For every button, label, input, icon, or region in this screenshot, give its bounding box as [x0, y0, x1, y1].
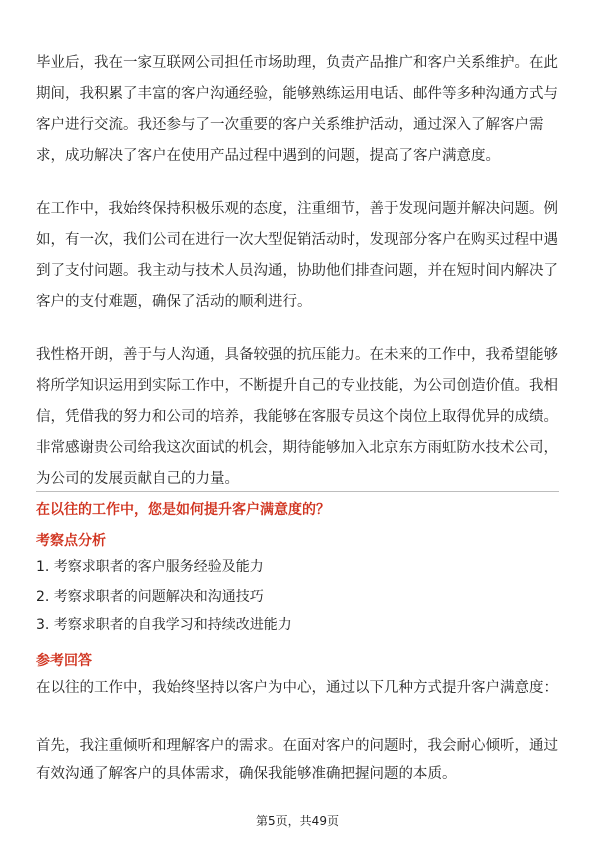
- analysis-point: 1. 考察求职者的客户服务经验及能力: [36, 559, 264, 575]
- answer-paragraph-1: 在以往的工作中，我始终坚持以客户为中心，通过以下几种方式提升客户满意度：: [36, 680, 558, 696]
- question-title: 在以往的工作中，您是如何提升客户满意度的？: [36, 502, 330, 518]
- analysis-point: 2. 考察求职者的问题解决和沟通技巧: [36, 589, 264, 605]
- section-divider: [36, 491, 559, 492]
- answer-heading: 参考回答: [36, 653, 92, 669]
- body-paragraph-1: 毕业后，我在一家互联网公司担任市场助理，负责产品推广和客户关系维护。在此期间，我积累了丰富的客户沟通经验，能够熟练运用电话、邮件等多种沟通方式与客户进行交流。我还参与了一次重要的客户关系维护活动，通过深入了解客户需求，成功解决了客户在使用产品过程中遇到的问题，提高了客户满意度。: [36, 55, 558, 164]
- page-number: 第5页，共49页: [256, 814, 339, 828]
- body-paragraph-3: 我性格开朗，善于与人沟通，具备较强的抗压能力。在未来的工作中，我希望能够将所学知识运用到实际工作中，不断提升自己的专业技能，为公司创造价值。我相信，凭借我的努力和公司的培养，我能够在客服专员这个岗位上取得优异的成绩。非常感谢贵公司给我这次面试的机会，期待能够加入北京东方雨虹防水技术公司，为公司的发展贡献自己的力量。: [36, 347, 558, 487]
- body-paragraph-2: 在工作中，我始终保持积极乐观的态度，注重细节，善于发现问题并解决问题。例如，有一次，我们公司在进行一次大型促销活动时，发现部分客户在购买过程中遇到了支付问题。我主动与技术人员沟通，协助他们排查问题，并在短时间内解决了客户的支付难题，确保了活动的顺利进行。: [36, 201, 558, 310]
- analysis-heading: 考察点分析: [36, 533, 106, 549]
- answer-paragraph-2: 首先，我注重倾听和理解客户的需求。在面对客户的问题时，我会耐心倾听，通过有效沟通了解客户的具体需求，确保我能够准确把握问题的本质。: [36, 738, 558, 782]
- analysis-point: 3. 考察求职者的自我学习和持续改进能力: [36, 617, 292, 633]
